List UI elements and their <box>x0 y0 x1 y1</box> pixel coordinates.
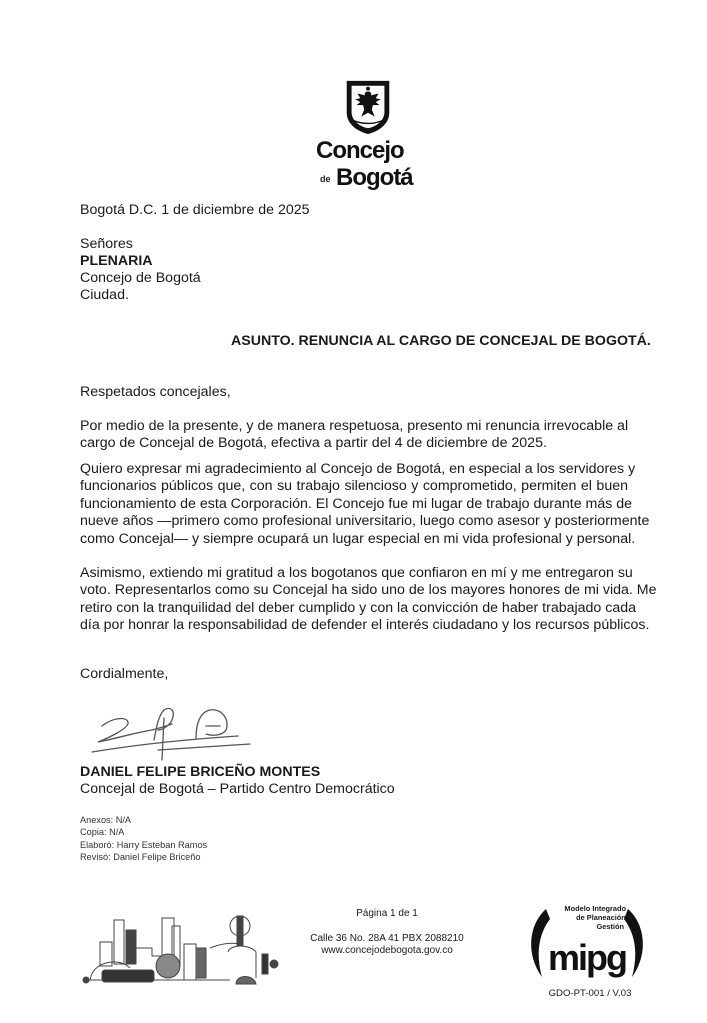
handwritten-signature <box>88 700 258 762</box>
mipg-line: Modelo Integrado <box>564 904 626 913</box>
annex-line: Revisó: Daniel Felipe Briceño <box>80 852 201 863</box>
paragraph-line: funcionarios públicos que, con su trabajo silencioso y comprometido, permiten el buen <box>80 478 628 495</box>
paragraph-2 <box>80 461 650 548</box>
paragraph-line: día por honrar la responsabilidad de defender el interés ciudadano y los recursos públicos. <box>80 617 650 634</box>
place-date: Bogotá D.C. 1 de diciembre de 2025 <box>80 202 310 218</box>
annex-line: Anexos: N/A <box>80 815 132 825</box>
signer-title: Concejal de Bogotá – Partido Centro Democrático <box>80 781 395 797</box>
footer-website: www.concejodebogota.gov.co <box>321 945 453 956</box>
subject-line: ASUNTO. RENUNCIA AL CARGO DE CONCEJAL DE BOGOTÁ. <box>231 333 651 349</box>
annex-line: Elaboró: Harry Esteban Ramos <box>80 839 208 850</box>
paragraph-line: voto. Representarlos como su Concejal ha sido uno de los mayores honores de mi vida. Me <box>80 582 657 599</box>
page-number: Página 1 de 1 <box>356 908 418 919</box>
header-logo <box>312 78 427 192</box>
paragraph-3 <box>80 565 657 635</box>
closing: Cordialmente, <box>80 666 169 682</box>
paragraph-line: retiro con la tranquilidad del deber cumplido y con la convicción de haber trabajado cada <box>80 599 637 616</box>
paragraph-line: cargo de Concejal de Bogotá, efectiva a partir del 4 de diciembre de 2025. <box>80 435 547 452</box>
paragraph-line: Por medio de la presente, y de manera respetuosa, presento mi renuncia irrevocable al <box>80 418 629 434</box>
recipient-salutation: Señores <box>80 236 133 252</box>
recipient-city: Ciudad. <box>80 287 129 303</box>
recipient-name: PLENARIA <box>80 253 153 269</box>
mipg-line: Gestión <box>596 922 624 931</box>
paragraph-line: como Concejal— y siempre ocupará un lugar especial en mi vida profesional y personal. <box>80 530 636 547</box>
paragraph-line: funcionamiento de esta Corporación. El Concejo fue mi lugar de trabajo durante más de <box>80 495 633 512</box>
paragraph-1 <box>80 418 628 453</box>
document-code: GDO-PT-001 / V.03 <box>548 988 632 999</box>
signer-name: DANIEL FELIPE BRICEÑO MONTES <box>80 764 321 780</box>
paragraph-line: nueve años —primero como profesional universitario, luego como asesor y posteriormente <box>80 513 650 530</box>
recipient-organization: Concejo de Bogotá <box>80 270 201 286</box>
paragraph-line: Asimismo, extiendo mi gratitud a los bogotanos que confiaron en mí y me entregaron su <box>80 565 633 581</box>
logo-de: de <box>320 174 331 184</box>
city-skyline-illustration <box>80 908 280 988</box>
mipg-logo <box>524 900 650 984</box>
logo-bogota: Bogotá <box>336 164 413 191</box>
annex-line: Copia: N/A <box>80 827 125 838</box>
annex-block <box>80 814 207 864</box>
mipg-line: de Planeación y <box>576 913 632 922</box>
paragraph-line: Quiero expresar mi agradecimiento al Concejo de Bogotá, en especial a los servidores y <box>80 461 636 477</box>
logo-concejo: Concejo <box>316 137 404 164</box>
footer-address: Calle 36 No. 28A 41 PBX 2088210 <box>310 933 464 944</box>
coat-of-arms-icon <box>343 78 393 136</box>
greeting: Respetados concejales, <box>80 384 231 400</box>
mipg-wordmark: mipg <box>548 937 626 978</box>
